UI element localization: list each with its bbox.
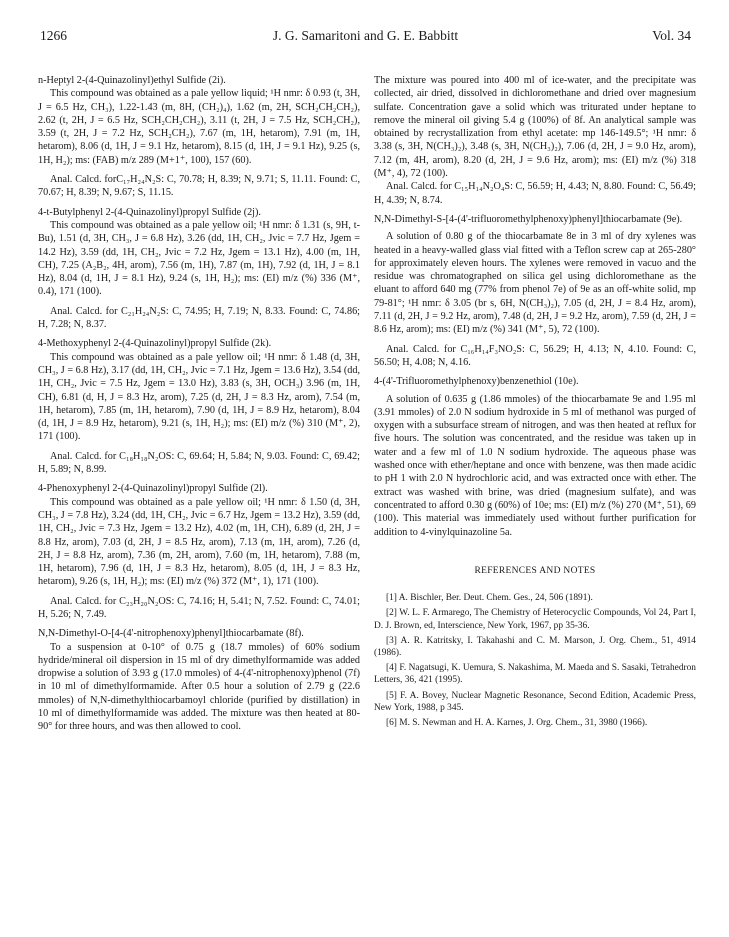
body-paragraph: The mixture was poured into 400 ml of ice-water, and the precipitate was collected, air dried, dissolved in dichloromethane and dried over magnesium sulfate. Concentration gave a solid which was triturated under heptane to remove the mineral oil giving 5.4 g (100%) of 8f. An analytical sample was obtained by recrystallization from ethyl acetate: mp 146-149.5°; ¹H nmr: δ 3.38 (s, 3H, N(CH₃)₂), 3.48 (s, 3H, N(CH₃)₂), 7.06 (d, 2H, J = 9.0 Hz, arom), 7.12 (m, 4H, arom), 8.20 (d, 2H, J = 9.6 Hz, arom); ms: (EI) m/z (%) 318 (M⁺, 4), 72 (100). xyxy=(374,75,696,180)
analysis-paragraph: Anal. Calcd. forC₁₇H₂₄N₂S: C, 70.78; H, 8.39; N, 9.71; S, 11.11. Found: C, 70.67; H, 8.39; N, 9.67; S, 11.15. xyxy=(38,174,360,199)
analysis-paragraph: Anal. Calcd. for C₁₅H₁₄N₂O₄S: C, 56.59; H, 4.43; N, 8.80. Found: C, 56.49; H, 4.39; N, 8.74. xyxy=(374,181,696,206)
running-authors: J. G. Samaritoni and G. E. Babbitt xyxy=(272,28,459,43)
section-title: 4-Methoxyphenyl 2-(4-Quinazolinyl)propyl Sulfide (2k). xyxy=(38,338,272,350)
reference-item: [3] A. R. Katritsky, I. Takahashi and C. M. Marson, J. Org. Chem., 51, 4914 (1986). xyxy=(374,635,696,658)
body-paragraph: This compound was obtained as a pale yellow liquid; ¹H nmr: δ 0.93 (t, 3H, J = 6.5 Hz, CH₃), 1.22-1.43 (m, 8H, (CH₂)₄), 1.62 (m, 2H, SCH₂CH₂CH₂), 2.62 (t, 2H, J = 6.5 Hz, SCH₂CH₂CH₂), 3.11 (t, 2H, J = 7.5 Hz, SCH₂CH₂), 3.59 (t, 2H, J = 7.2 Hz, SCH₂CH₂), 7.67 (m, 1H, hetarom), 7.91 (m, 1H, hetarom), 8.06 (d, 1H, J = 9.1 Hz, hetarom), 8.15 (d, 1H, J = 9.1 Hz), 9.25 (s, 1H, H₂); ms: (FAB) m/z 289 (M+1⁺, 100), 157 (60). xyxy=(38,88,360,166)
body-paragraph: A solution of 0.635 g (1.86 mmoles) of the thiocarbamate 9e and 1.95 ml (3.91 mmoles) of 2.0 N sodium hydroxide in 5 ml of methanol was purged of oxygen with a subsurface stream of nitrogen, and was then heated at reflux for five hours. The solution was concentrated, and the residue was taken up in water and a few ml of 1.0 N sodium hydroxide. The aqueous phase was washed once with ether/heptane and once with benzene, was then made acidic to pH 1 with 2.0 N hydrochloric acid, and was extracted once with ether. The extract was washed with brine, was dried (magnesium sulfate), and was concentrated to afford 0.30 g (60%) of 10e; ms: (EI) m/z (%) 270 (M⁺, 51), 69 (100). This material was immediately used without further purification for addition to 4-vinylquinazoline 5a. xyxy=(374,393,696,538)
reference-item: [4] F. Nagatsugi, K. Uemura, S. Nakashima, M. Maeda and S. Sasaki, Tetrahedron Letters, 36, 421 (1995). xyxy=(374,663,696,686)
analysis-paragraph: Anal. Calcd. for C₁₆H₁₄F₃NO₂S: C, 56.29; H, 4.13; N, 4.10. Found: C, 56.50; H, 4.08; N, 4.16. xyxy=(374,343,696,368)
left-column xyxy=(38,74,360,740)
section-title: 4-Phenoxyphenyl 2-(4-Quinazolinyl)propyl Sulfide (2l). xyxy=(38,483,268,495)
analysis-paragraph: Anal. Calcd. for C₂₃H₂₀N₂OS: C, 74.16; H, 5.41; N, 7.52. Found: C, 74.01; H, 5.26; N, 7.49. xyxy=(38,595,360,620)
page-number: 1266 xyxy=(40,28,67,43)
reference-item: [6] M. S. Newman and H. A. Karnes, J. Org. Chem., 31, 3980 (1966). xyxy=(386,717,648,728)
section-title: 4-(4'-Trifluoromethylphenoxy)benzenethiol (10e). xyxy=(374,376,579,388)
references-heading: REFERENCES AND NOTES xyxy=(474,565,596,576)
body-paragraph: A solution of 0.80 g of the thiocarbamate 8e in 3 ml of dry xylenes was heated in a heavy-walled glass vial fitted with a Teflon screw cap at 265-280° for approximately eleven hours. The xylenes were removed in vacuo and the residue was chromatographed on silica gel using dichloromethane as the eluant to afford 640 mg (77% from phenol 7e) of 9e as an off-white solid, mp 79-81°; ¹H nmr: δ 3.05 (br s, 6H, N(CH₃)₂), 7.05 (d, 2H, J = 8.4 Hz, arom), 7.11 (d, 2H, J = 9.2 Hz, arom), 7.48 (d, 2H, J = 9.2 Hz, arom), 7.59 (d, 2H, J = 8.6 Hz, arom); ms: (EI) m/z (%) 341 (M⁺, 5), 72 (100). xyxy=(374,231,696,336)
analysis-paragraph: Anal. Calcd. for C₂₁H₂₄N₂S: C, 74.95; H, 7.19; N, 8.33. Found: C, 74.86; H, 7.28; N, 8.37. xyxy=(38,305,360,331)
body-paragraph: To a suspension at 0-10° of 0.75 g (18.7 mmoles) of 60% sodium hydride/mineral oil dispersion in 15 ml of dry dimethylformamide was added dropwise a solution of 3.93 g (17.0 mmoles) of 4-(4'-nitrophenoxy)phenol (7f) in 10 ml of dimethylformamide. After 0.5 hour a solution of 2.79 g (22.6 mmoles) of N,N-dimethylthiocarbamoyl chloride (purified by distillation) in 10 ml of dimethylformamide was added. The mixture was then heated at 80-90° for three hours, and was then allowed to cool. xyxy=(38,641,360,733)
reference-item: [5] F. A. Bovey, Nuclear Magnetic Resonance, Second Edition, Academic Press, New York, 1988, p 345. xyxy=(374,690,696,713)
reference-item: [2] W. L. F. Armarego, The Chemistry of Heterocyclic Compounds, Vol 24, Part I, D. J. Brown, ed, Interscience, New York, 1967, pp 35-36. xyxy=(374,608,696,631)
volume-label: Vol. 34 xyxy=(652,28,691,43)
section-title: 4-t-Butylphenyl 2-(4-Quinazolinyl)propyl Sulfide (2j). xyxy=(38,206,261,218)
section-title: n-Heptyl 2-(4-Quinazolinyl)ethyl Sulfide (2i). xyxy=(38,75,226,86)
analysis-paragraph: Anal. Calcd. for C₁₈H₁₈N₂OS: C, 69.64; H, 5.84; N, 9.03. Found: C, 69.42; H, 5.89; N, 8.99. xyxy=(38,450,360,476)
section-title: N,N-Dimethyl-O-[4-(4'-nitrophenoxy)phenyl]thiocarbamate (8f). xyxy=(38,628,304,640)
section-title: N,N-Dimethyl-S-[4-(4'-trifluoromethylphenoxy)phenyl]thiocarbamate (9e). xyxy=(374,213,683,225)
reference-item: [1] A. Bischler, Ber. Deut. Chem. Ges., 24, 506 (1891). xyxy=(386,593,593,604)
page-header xyxy=(40,28,691,48)
body-paragraph: This compound was obtained as a pale yellow oil; ¹H nmr: δ 1.31 (s, 9H, t-Bu), 1.51 (d, 3H, CH₃, J = 6.8 Hz), 3.26 (dd, 1H, CH₂, Jvic = 7.7 Hz, Jgem = 14.2 Hz), 3.59 (dd, 1H, CH₂, Jvic = 7.2 Hz, Jgem = 13.1 Hz), 4.00 (m, 1H, CH), 7.25 (A₂B₂, 4H, arom), 7.56 (m, 1H), 7.87 (m, 1H), 7.92 (d, 1H, J = 8.1 Hz), 8.04 (d, 1H, J = 8.1 Hz), 9.24 (s, 1H, H₂); ms: (EI) m/z (%) 336 (M⁺, 0.4), 171 (100). xyxy=(38,219,360,298)
right-column xyxy=(374,74,696,732)
body-paragraph: This compound was obtained as a pale yellow oil; ¹H nmr: δ 1.48 (d, 3H, CH₃, J = 6.8 Hz), 3.17 (dd, 1H, CH₂, Jvic = 7.1 Hz, Jgem = 13.6 Hz), 3.54 (dd, 1H, CH₂, Jvic = 7.5 Hz, Jgem = 13.0 Hz), 3.83 (s, 3H, OCH₃) 3.96 (m, 1H, CH), 6.81 (d, H, J = 8.3 Hz, arom), 7.25 (d, 2H, J = 8.3 Hz, arom), 7.54 (m, 1H, hetarom), 7.85 (m, 1H, hetarom), 7.90 (d, 1H, J = 8.9 Hz, hetarom), 8.04 (d, 1H, J = 8.9 Hz, hetarom), 9.21 (s, 1H, H₂); ms: (EI) m/z (%) 310 (M⁺, 2), 171 (100). xyxy=(38,351,360,443)
body-paragraph: This compound was obtained as a pale yellow oil; ¹H nmr: δ 1.50 (d, 3H, CH₃, J = 7.8 Hz), 3.24 (dd, 1H, CH₂, Jvic = 6.7 Hz, Jgem = 13.2 Hz), 3.59 (dd, 1H, CH₂, Jvic = 7.3 Hz, Jgem = 13.2 Hz), 4.02 (m, 1H, CH), 6.89 (d, 2H, J = 8.8 Hz, arom), 7.03 (d, 2H, J = 8.5 Hz, arom), 7.13 (m, 1H, arom), 7.26 (d, 2H, J = 8.8 Hz, arom), 7.36 (m, 2H, arom), 7.60 (m, 1H, hetarom), 7.88 (m, 1H, hetarom), 7.96 (d, 1H, J = 8.3 Hz, hetarom), 8.05 (d, 1H, J = 8.3 Hz, hetarom), 9.26 (s, 1H, H₂); ms: (EI) m/z (%) 372 (M⁺, 1), 171 (100). xyxy=(38,496,360,588)
